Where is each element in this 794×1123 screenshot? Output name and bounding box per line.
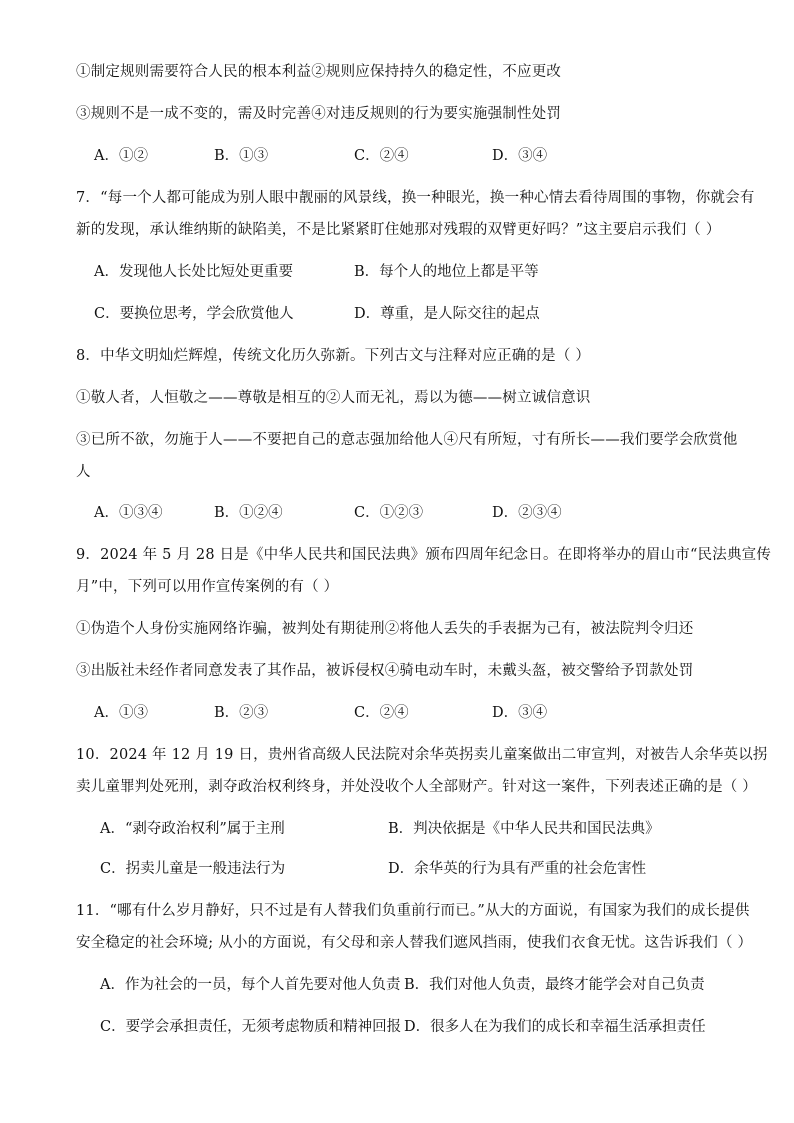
q8-statements-3-4-line-1: ③已所不欲，勿施于人——不要把自己的意志强加给他人④尺有所短，寸有所长——我们要学会欣赏他 xyxy=(76,432,738,448)
q11-stem-line-1: 11．“哪有什么岁月静好，只不过是有人替我们负重前行而已。”从大的方面说，有国家为我们的成长提供 xyxy=(76,903,750,919)
q8-option-b[interactable]: B．①②④ xyxy=(214,505,283,521)
q9-option-d[interactable]: D．③④ xyxy=(492,705,548,721)
q9-option-b[interactable]: B．②③ xyxy=(214,705,269,721)
q8-statements-1-2: ①敬人者，人恒敬之——尊敬是相互的②人而无礼，焉以为德——树立诚信意识 xyxy=(76,390,591,406)
q10-option-a[interactable]: A．“剥夺政治权利”属于主刑 xyxy=(100,821,285,837)
q7-option-a[interactable]: A．发现他人长处比短处更重要 xyxy=(94,264,293,280)
q10-option-c[interactable]: C．拐卖儿童是一般违法行为 xyxy=(100,861,286,877)
q8-option-c[interactable]: C．①②③ xyxy=(354,505,424,521)
q6-statements-1-2: ①制定规则需要符合人民的根本利益②规则应保持持久的稳定性，不应更改 xyxy=(76,64,562,80)
q6-option-b[interactable]: B．①③ xyxy=(214,148,269,164)
q11-option-d[interactable]: D．很多人在为我们的成长和幸福生活承担责任 xyxy=(404,1019,706,1035)
q11-option-b[interactable]: B．我们对他人负责，最终才能学会对自己负责 xyxy=(404,977,705,993)
q9-statements-1-2: ①伪造个人身份实施网络诈骗，被判处有期徒刑②将他人丢失的手表据为己有，被法院判令归还 xyxy=(76,621,694,637)
q9-option-a[interactable]: A．①③ xyxy=(94,705,148,721)
q8-statements-3-4-line-2: 人 xyxy=(76,464,91,480)
q7-option-b[interactable]: B．每个人的地位上都是平等 xyxy=(354,264,539,280)
q8-option-d[interactable]: D．②③④ xyxy=(492,505,562,521)
q6-option-a[interactable]: A．①② xyxy=(94,148,148,164)
q6-option-c[interactable]: C．②④ xyxy=(354,148,409,164)
q10-option-b[interactable]: B．判决依据是《中华人民共和国民法典》 xyxy=(388,821,660,837)
q11-option-c[interactable]: C．要学会承担责任，无须考虑物质和精神回报 xyxy=(100,1019,402,1035)
q7-option-d[interactable]: D．尊重，是人际交往的起点 xyxy=(354,306,540,322)
q11-stem-line-2: 安全稳定的社会环境; 从小的方面说，有父母和亲人替我们遮风挡雨，使我们衣食无忧。这告诉我们（ ） xyxy=(76,935,753,951)
q6-statements-3-4: ③规则不是一成不变的，需及时完善④对违反规则的行为要实施强制性处罚 xyxy=(76,106,562,122)
q7-option-c[interactable]: C．要换位思考，学会欣赏他人 xyxy=(94,306,294,322)
q8-stem: 8．中华文明灿烂辉煌，传统文化历久弥新。下列古文与注释对应正确的是（ ） xyxy=(76,348,591,364)
q9-stem-line-1: 9．2024 年 5 月 28 日是《中华人民共和国民法典》颁布四周年纪念日。在即将举办的眉山市“民法典宣传 xyxy=(76,547,772,563)
q10-stem-line-2: 卖儿童罪判处死刑，剥夺政治权利终身，并处没收个人全部财产。针对这一案件，下列表述正确的是（ ） xyxy=(76,779,758,795)
q7-stem-line-2: 新的发现，承认维纳斯的缺陷美，不是比紧紧盯住她那对残瑕的双臂更好吗？”这主要启示我们（ ） xyxy=(76,222,721,238)
q7-stem-line-1: 7．“每一个人都可能成为别人眼中靓丽的风景线，换一种眼光，换一种心情去看待周围的事物，你就会有 xyxy=(76,190,755,206)
q10-option-d[interactable]: D．余华英的行为具有严重的社会危害性 xyxy=(388,861,647,877)
q6-option-d[interactable]: D．③④ xyxy=(492,148,548,164)
q9-stem-line-2: 月”中，下列可以用作宣传案例的有（ ） xyxy=(76,579,339,595)
q11-option-a[interactable]: A．作为社会的一员，每个人首先要对他人负责 xyxy=(100,977,401,993)
q9-statements-3-4: ③出版社未经作者同意发表了其作品，被诉侵权④骑电动车时，未戴头盔，被交警给予罚款处罚 xyxy=(76,663,694,679)
q10-stem-line-1: 10．2024 年 12 月 19 日，贵州省高级人民法院对余华英拐卖儿童案做出二审宣判，对被告人余华英以拐 xyxy=(76,747,768,763)
q9-option-c[interactable]: C．②④ xyxy=(354,705,409,721)
q8-option-a[interactable]: A．①③④ xyxy=(94,505,163,521)
